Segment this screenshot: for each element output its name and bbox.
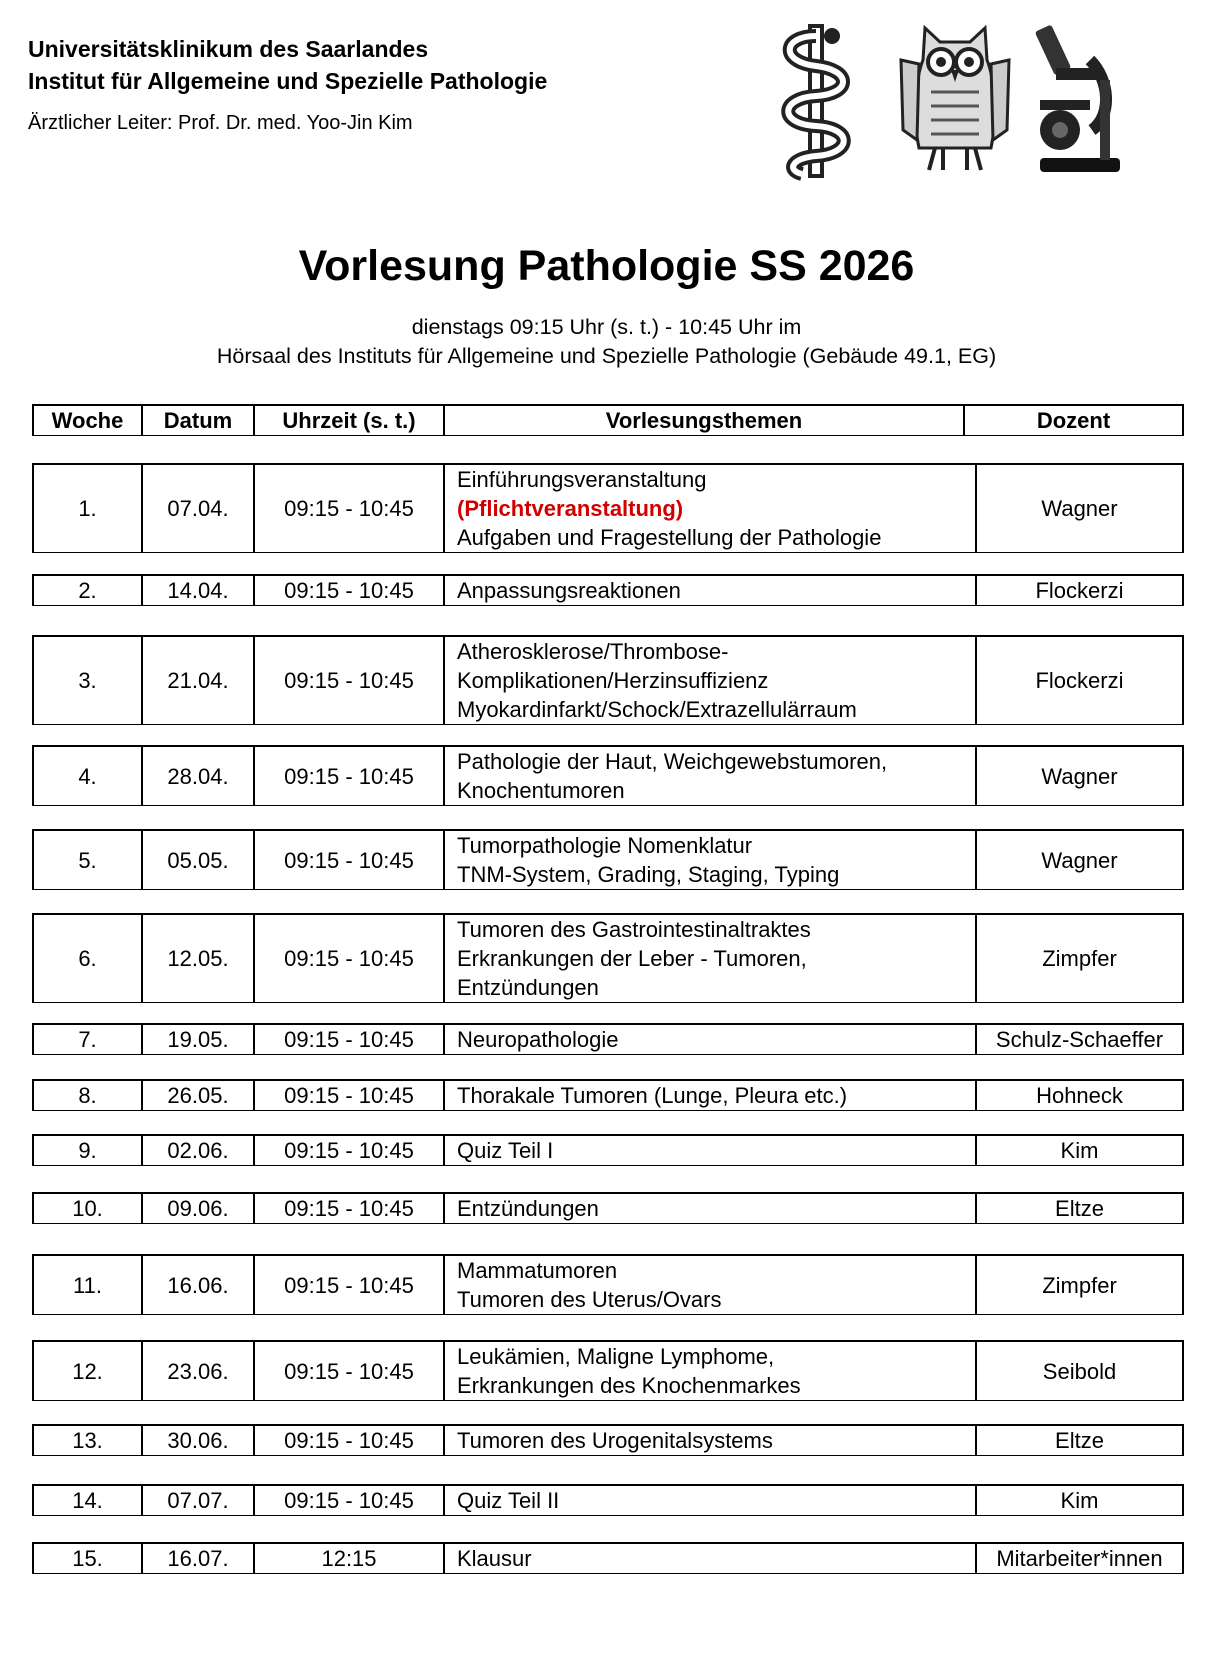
topic-cell [444, 1341, 976, 1401]
zeit-cell: 09:15 - 10:45 [254, 464, 444, 553]
dozent-cell: Wagner [976, 746, 1183, 806]
topic-cell [444, 1255, 976, 1315]
datum-cell: 09.06. [142, 1193, 254, 1224]
topic-line: TNM-System, Grading, Staging, Typing [457, 862, 840, 887]
table-header [32, 404, 1184, 436]
table-row [32, 1340, 1184, 1401]
topic-cell [444, 746, 976, 806]
table-row [32, 829, 1184, 890]
topic-line: Erkrankungen der Leber - Tumoren, [457, 946, 807, 971]
table-row [32, 1134, 1184, 1166]
dozent-cell: Zimpfer [976, 1255, 1183, 1315]
datum-cell: 19.05. [142, 1024, 254, 1055]
topic-cell [444, 1193, 976, 1224]
dozent-cell: Wagner [976, 464, 1183, 553]
director-line: Ärztlicher Leiter: Prof. Dr. med. Yoo-Jin Kim [28, 112, 413, 134]
dozent-cell: Zimpfer [976, 914, 1183, 1003]
dozent-cell: Flockerzi [976, 575, 1183, 606]
table-row [32, 1254, 1184, 1315]
datum-cell: 23.06. [142, 1341, 254, 1401]
woche-cell: 14. [33, 1485, 142, 1516]
caduceus-icon [772, 22, 862, 182]
dozent-cell: Flockerzi [976, 636, 1183, 725]
table-row [32, 1023, 1184, 1055]
woche-cell: 7. [33, 1024, 142, 1055]
datum-cell: 26.05. [142, 1080, 254, 1111]
topic-cell [444, 636, 976, 725]
dozent-cell: Seibold [976, 1341, 1183, 1401]
institute-name: Institut für Allgemeine und Spezielle Pathologie [28, 68, 548, 94]
table-row [32, 463, 1184, 553]
datum-cell: 21.04. [142, 636, 254, 725]
dozent-cell: Wagner [976, 830, 1183, 890]
topic-cell [444, 464, 976, 553]
woche-cell: 10. [33, 1193, 142, 1224]
topic-line: Leukämien, Maligne Lymphome, [457, 1344, 775, 1369]
zeit-cell: 09:15 - 10:45 [254, 1341, 444, 1401]
zeit-cell: 12:15 [254, 1543, 444, 1574]
topic-line: Pathologie der Haut, Weichgewebstumoren, [457, 749, 888, 774]
dozent-cell: Schulz-Schaeffer [976, 1024, 1183, 1055]
zeit-cell: 09:15 - 10:45 [254, 575, 444, 606]
zeit-cell: 09:15 - 10:45 [254, 1024, 444, 1055]
topic-line: Neuropathologie [457, 1027, 619, 1052]
table-row [32, 635, 1184, 725]
topic-line: Entzündungen [457, 1196, 599, 1221]
table-row [32, 574, 1184, 606]
topic-line: Knochentumoren [457, 778, 625, 803]
woche-cell: 8. [33, 1080, 142, 1111]
table-row [32, 1424, 1184, 1456]
woche-cell: 5. [33, 830, 142, 890]
datum-cell: 05.05. [142, 830, 254, 890]
subtitle-line-1: dienstags 09:15 Uhr (s. t.) - 10:45 Uhr im [411, 315, 802, 339]
topic-line: Tumoren des Gastrointestinaltraktes [457, 917, 811, 942]
dozent-cell: Kim [976, 1135, 1183, 1166]
column-header: Datum [142, 405, 254, 436]
woche-cell: 3. [33, 636, 142, 725]
dozent-cell: Eltze [976, 1193, 1183, 1224]
page-title: Vorlesung Pathologie SS 2026 [298, 242, 915, 290]
woche-cell: 2. [33, 575, 142, 606]
dozent-cell: Hohneck [976, 1080, 1183, 1111]
owl-icon [895, 20, 1015, 178]
topic-line: Mammatumoren [457, 1258, 618, 1283]
topic-line: Komplikationen/Herzinsuffizienz [457, 668, 769, 693]
datum-cell: 07.07. [142, 1485, 254, 1516]
column-header: Uhrzeit (s. t.) [254, 405, 444, 436]
topic-cell [444, 914, 976, 1003]
mandatory-note: (Pflichtveranstaltung) [457, 496, 684, 521]
topic-line: Quiz Teil I [457, 1138, 554, 1163]
topic-line: Atherosklerose/Thrombose- [457, 639, 729, 664]
topic-cell [444, 575, 976, 606]
woche-cell: 6. [33, 914, 142, 1003]
topic-line: Aufgaben und Fragestellung der Pathologie [457, 525, 882, 550]
woche-cell: 12. [33, 1341, 142, 1401]
zeit-cell: 09:15 - 10:45 [254, 1425, 444, 1456]
topic-cell [444, 1425, 976, 1456]
woche-cell: 4. [33, 746, 142, 806]
topic-line: Thorakale Tumoren (Lunge, Pleura etc.) [457, 1083, 848, 1108]
topic-line: Myokardinfarkt/Schock/Extrazellulärraum [457, 697, 857, 722]
datum-cell: 02.06. [142, 1135, 254, 1166]
topic-line: Anpassungsreaktionen [457, 578, 681, 603]
zeit-cell: 09:15 - 10:45 [254, 746, 444, 806]
topic-line: Entzündungen [457, 975, 599, 1000]
zeit-cell: 09:15 - 10:45 [254, 1193, 444, 1224]
column-header: Vorlesungsthemen [444, 405, 964, 436]
table-row [32, 1079, 1184, 1111]
topic-cell [444, 1543, 976, 1574]
topic-cell [444, 1080, 976, 1111]
woche-cell: 15. [33, 1543, 142, 1574]
datum-cell: 28.04. [142, 746, 254, 806]
topic-cell [444, 1135, 976, 1166]
table-row [32, 1542, 1184, 1574]
zeit-cell: 09:15 - 10:45 [254, 636, 444, 725]
datum-cell: 12.05. [142, 914, 254, 1003]
zeit-cell: 09:15 - 10:45 [254, 1485, 444, 1516]
datum-cell: 07.04. [142, 464, 254, 553]
topic-cell [444, 1485, 976, 1516]
woche-cell: 9. [33, 1135, 142, 1166]
topic-cell [444, 1024, 976, 1055]
woche-cell: 13. [33, 1425, 142, 1456]
datum-cell: 30.06. [142, 1425, 254, 1456]
topic-line: Tumoren des Urogenitalsystems [457, 1428, 773, 1453]
table-row [32, 745, 1184, 806]
topic-cell [444, 830, 976, 890]
table-row [32, 1192, 1184, 1224]
table-row [32, 913, 1184, 1003]
subtitle-line-2: Hörsaal des Instituts für Allgemeine und Spezielle Pathologie (Gebäude 49.1, EG) [216, 344, 997, 368]
datum-cell: 16.06. [142, 1255, 254, 1315]
topic-line: Einführungsveranstaltung [457, 467, 707, 492]
institution-name: Universitätsklinikum des Saarlandes [28, 36, 429, 62]
column-header: Dozent [964, 405, 1183, 436]
topic-line: Tumoren des Uterus/Ovars [457, 1287, 722, 1312]
woche-cell: 11. [33, 1255, 142, 1315]
dozent-cell: Mitarbeiter*innen [976, 1543, 1183, 1574]
microscope-icon [1030, 20, 1130, 180]
zeit-cell: 09:15 - 10:45 [254, 830, 444, 890]
column-header: Woche [33, 405, 142, 436]
topic-line: Quiz Teil II [457, 1488, 560, 1513]
table-row [32, 1484, 1184, 1516]
zeit-cell: 09:15 - 10:45 [254, 1135, 444, 1166]
woche-cell: 1. [33, 464, 142, 553]
zeit-cell: 09:15 - 10:45 [254, 1080, 444, 1111]
topic-line: Erkrankungen des Knochenmarkes [457, 1373, 801, 1398]
topic-line: Tumorpathologie Nomenklatur [457, 833, 753, 858]
dozent-cell: Kim [976, 1485, 1183, 1516]
dozent-cell: Eltze [976, 1425, 1183, 1456]
datum-cell: 16.07. [142, 1543, 254, 1574]
zeit-cell: 09:15 - 10:45 [254, 1255, 444, 1315]
datum-cell: 14.04. [142, 575, 254, 606]
zeit-cell: 09:15 - 10:45 [254, 914, 444, 1003]
topic-line: Klausur [457, 1546, 532, 1571]
